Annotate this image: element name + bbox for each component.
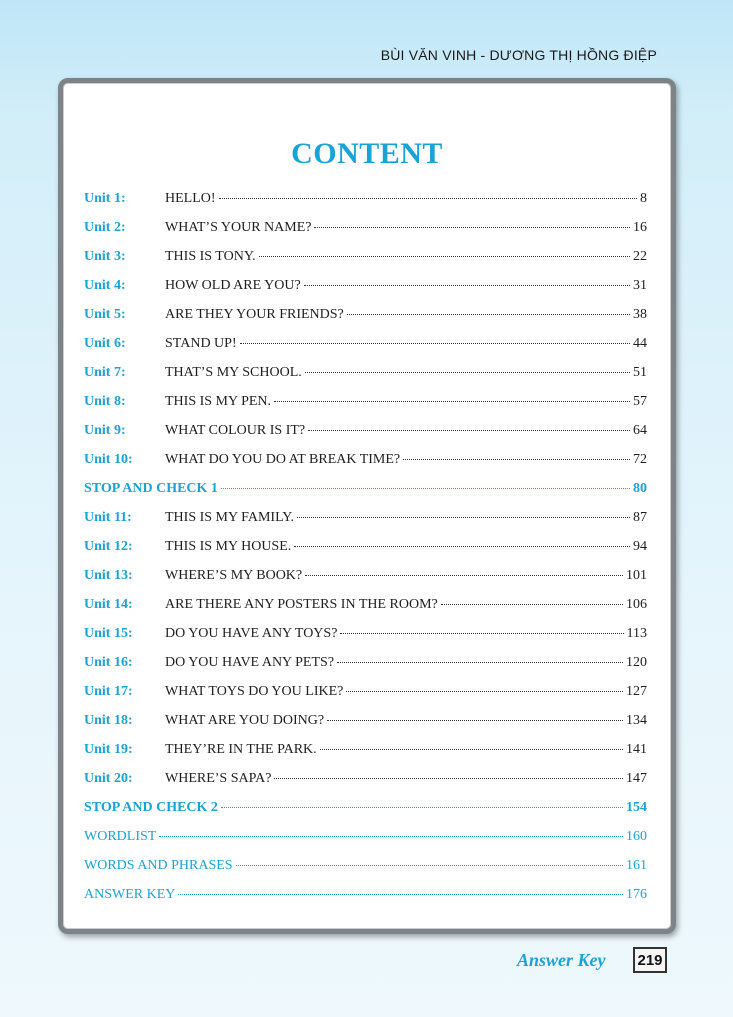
dot-leader bbox=[159, 836, 623, 837]
toc-unit-number: Unit 6: bbox=[84, 336, 126, 351]
toc-unit-number: Unit 17: bbox=[84, 684, 133, 699]
toc-page-number: 72 bbox=[633, 452, 647, 467]
toc-page-number: 16 bbox=[633, 220, 647, 235]
dot-leader bbox=[221, 807, 623, 808]
toc-unit-row[interactable] bbox=[84, 742, 647, 771]
toc-entry-title: WHAT COLOUR IS IT? bbox=[165, 423, 306, 438]
toc-entry-title: HELLO! bbox=[165, 191, 216, 206]
toc-appendix-row[interactable] bbox=[84, 858, 647, 887]
toc-unit-row[interactable] bbox=[84, 655, 647, 684]
dot-leader bbox=[219, 198, 637, 199]
toc-unit-row[interactable] bbox=[84, 626, 647, 655]
toc-unit-row[interactable] bbox=[84, 597, 647, 626]
toc-page-number: 160 bbox=[626, 829, 647, 844]
dot-leader bbox=[314, 227, 630, 228]
toc-unit-number: Unit 4: bbox=[84, 278, 126, 293]
toc-unit-row[interactable] bbox=[84, 684, 647, 713]
toc-page-number: 22 bbox=[633, 249, 647, 264]
dot-leader bbox=[304, 285, 630, 286]
toc-unit-row[interactable] bbox=[84, 510, 647, 539]
toc-entry-title: DO YOU HAVE ANY PETS? bbox=[165, 655, 335, 670]
dot-leader bbox=[340, 633, 623, 634]
toc-entry-title: THIS IS MY PEN. bbox=[165, 394, 272, 409]
toc-unit-number: Unit 16: bbox=[84, 655, 133, 670]
toc-unit-number: Unit 9: bbox=[84, 423, 126, 438]
dot-leader bbox=[178, 894, 623, 895]
toc-unit-number: Unit 7: bbox=[84, 365, 126, 380]
toc-unit-number: Unit 1: bbox=[84, 191, 126, 206]
page-number: 219 bbox=[633, 947, 667, 973]
section-label: Answer Key bbox=[517, 950, 606, 970]
toc-page-number: 38 bbox=[633, 307, 647, 322]
toc-unit-number: Unit 10: bbox=[84, 452, 133, 467]
toc-unit-number: Unit 11: bbox=[84, 510, 132, 525]
toc-unit-row[interactable] bbox=[84, 365, 647, 394]
toc-entry-title: STOP AND CHECK 2 bbox=[84, 800, 218, 815]
toc-entry-title: ARE THERE ANY POSTERS IN THE ROOM? bbox=[165, 597, 438, 612]
toc-unit-row[interactable] bbox=[84, 191, 647, 220]
toc-page-number: 64 bbox=[633, 423, 647, 438]
toc-page-number: 120 bbox=[626, 655, 647, 670]
toc-entry-title: ANSWER KEY bbox=[84, 887, 176, 902]
dot-leader bbox=[347, 314, 630, 315]
toc-unit-row[interactable] bbox=[84, 249, 647, 278]
toc-page-number: 134 bbox=[626, 713, 647, 728]
toc-entry-title: THEY’RE IN THE PARK. bbox=[165, 742, 317, 757]
toc-entry-title: WHAT DO YOU DO AT BREAK TIME? bbox=[165, 452, 401, 467]
dot-leader bbox=[327, 720, 623, 721]
dot-leader bbox=[403, 459, 630, 460]
toc-unit-number: Unit 20: bbox=[84, 771, 133, 786]
dot-leader bbox=[240, 343, 630, 344]
toc-unit-row[interactable] bbox=[84, 423, 647, 452]
toc-unit-number: Unit 8: bbox=[84, 394, 126, 409]
toc-unit-number: Unit 5: bbox=[84, 307, 126, 322]
toc-entry-title: STOP AND CHECK 1 bbox=[84, 481, 218, 496]
toc-entry-title: DO YOU HAVE ANY TOYS? bbox=[165, 626, 338, 641]
dot-leader bbox=[236, 865, 623, 866]
dot-leader bbox=[274, 778, 623, 779]
table-of-contents bbox=[84, 191, 647, 916]
toc-entry-title: WHAT ARE YOU DOING? bbox=[165, 713, 325, 728]
book-authors: BÙI VĂN VINH - DƯƠNG THỊ HỒNG ĐIỆP bbox=[380, 47, 657, 63]
toc-entry-title: THAT’S MY SCHOOL. bbox=[165, 365, 302, 380]
toc-entry-title: THIS IS MY FAMILY. bbox=[165, 510, 295, 525]
dot-leader bbox=[441, 604, 623, 605]
toc-entry-title: WHAT’S YOUR NAME? bbox=[165, 220, 312, 235]
toc-page-number: 94 bbox=[633, 539, 647, 554]
toc-unit-row[interactable] bbox=[84, 278, 647, 307]
toc-unit-number: Unit 13: bbox=[84, 568, 133, 583]
toc-entry-title: WHAT TOYS DO YOU LIKE? bbox=[165, 684, 344, 699]
toc-page-number: 51 bbox=[633, 365, 647, 380]
toc-entry-title: ARE THEY YOUR FRIENDS? bbox=[165, 307, 344, 322]
dot-leader bbox=[305, 575, 623, 576]
toc-page-number: 31 bbox=[633, 278, 647, 293]
toc-entry-title: HOW OLD ARE YOU? bbox=[165, 278, 301, 293]
toc-page-number: 101 bbox=[626, 568, 647, 583]
toc-appendix-row[interactable] bbox=[84, 829, 647, 858]
toc-page-number: 106 bbox=[626, 597, 647, 612]
dot-leader bbox=[346, 691, 623, 692]
toc-unit-number: Unit 3: bbox=[84, 249, 126, 264]
toc-unit-row[interactable] bbox=[84, 713, 647, 742]
toc-page-number: 44 bbox=[633, 336, 647, 351]
toc-unit-number: Unit 2: bbox=[84, 220, 126, 235]
toc-unit-row[interactable] bbox=[84, 539, 647, 568]
toc-page-number: 80 bbox=[633, 481, 647, 496]
dot-leader bbox=[259, 256, 630, 257]
toc-page-number: 87 bbox=[633, 510, 647, 525]
toc-unit-number: Unit 18: bbox=[84, 713, 133, 728]
toc-unit-row[interactable] bbox=[84, 307, 647, 336]
toc-checkpoint-row[interactable] bbox=[84, 800, 647, 829]
toc-entry-title: WHERE’S MY BOOK? bbox=[165, 568, 303, 583]
toc-entry-title: STAND UP! bbox=[165, 336, 237, 351]
toc-page-number: 154 bbox=[626, 800, 647, 815]
toc-entry-title: WHERE’S SAPA? bbox=[165, 771, 272, 786]
toc-page-number: 127 bbox=[626, 684, 647, 699]
toc-entry-title: WORDS AND PHRASES bbox=[84, 858, 233, 873]
dot-leader bbox=[274, 401, 630, 402]
toc-entry-title: WORDLIST bbox=[84, 829, 157, 844]
dot-leader bbox=[297, 517, 630, 518]
dot-leader bbox=[320, 749, 623, 750]
dot-leader bbox=[305, 372, 630, 373]
toc-unit-row[interactable] bbox=[84, 452, 647, 481]
content-panel bbox=[58, 78, 676, 934]
toc-unit-row[interactable] bbox=[84, 394, 647, 423]
toc-unit-row[interactable] bbox=[84, 336, 647, 365]
toc-unit-number: Unit 12: bbox=[84, 539, 133, 554]
toc-page-number: 176 bbox=[626, 887, 647, 902]
toc-unit-row[interactable] bbox=[84, 568, 647, 597]
toc-unit-number: Unit 15: bbox=[84, 626, 133, 641]
toc-entry-title: THIS IS TONY. bbox=[165, 249, 256, 264]
toc-page-number: 57 bbox=[633, 394, 647, 409]
dot-leader bbox=[294, 546, 630, 547]
dot-leader bbox=[337, 662, 623, 663]
toc-unit-number: Unit 14: bbox=[84, 597, 133, 612]
dot-leader bbox=[308, 430, 630, 431]
toc-page-number: 8 bbox=[640, 191, 647, 206]
toc-appendix-row[interactable] bbox=[84, 887, 647, 916]
toc-checkpoint-row[interactable] bbox=[84, 481, 647, 510]
toc-unit-row[interactable] bbox=[84, 771, 647, 800]
dot-leader bbox=[221, 488, 630, 489]
toc-entry-title: THIS IS MY HOUSE. bbox=[165, 539, 292, 554]
toc-page-number: 147 bbox=[626, 771, 647, 786]
toc-page-number: 113 bbox=[626, 626, 647, 641]
toc-unit-number: Unit 19: bbox=[84, 742, 133, 757]
toc-page-number: 161 bbox=[626, 858, 647, 873]
toc-unit-row[interactable] bbox=[84, 220, 647, 249]
page-title: CONTENT bbox=[291, 137, 443, 170]
toc-page-number: 141 bbox=[626, 742, 647, 757]
